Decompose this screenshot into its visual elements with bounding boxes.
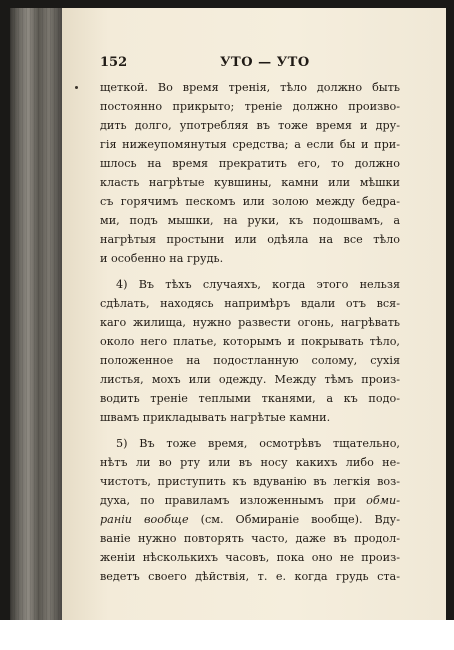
text-line: шлось на время прекратить его, то должно bbox=[100, 157, 400, 170]
text-line: женіи нѣсколькихъ часовъ, пока оно не произ- bbox=[100, 551, 400, 564]
margin-mark bbox=[75, 86, 78, 89]
page-number: 152 bbox=[100, 55, 128, 70]
text-line: чистотъ, приступить къ вдуванію въ легкія воз- bbox=[100, 475, 400, 488]
text-line: листья, мохъ или одежду. Между тѣмъ произ- bbox=[100, 373, 400, 386]
paragraph-gap bbox=[100, 268, 400, 275]
text-line: ми, подъ мышки, на руки, къ подошвамъ, а bbox=[100, 214, 400, 227]
spine-texture bbox=[10, 8, 62, 620]
text-segment: духа, по правиламъ изложеннымъ при bbox=[100, 494, 356, 507]
book-spine bbox=[10, 8, 62, 620]
text-line: ваніе нужно повторять часто, даже въ продол- bbox=[100, 532, 400, 545]
text-line: нагрѣтыя простыни или одѣяла на все тѣло bbox=[100, 233, 400, 246]
body-text bbox=[100, 78, 400, 586]
text-line: каго жилища, нужно развести огонь, нагрѣвать bbox=[100, 316, 400, 329]
text-line: водить треніе теплыми тканями, а къ подо- bbox=[100, 392, 400, 405]
text-segment: (см. Обмираніе вообще). Вду- bbox=[200, 513, 400, 526]
text-line: съ горячимъ пескомъ или золою между бедра- bbox=[100, 195, 400, 208]
text-line: щеткой. Во время тренія, тѣло должно быть bbox=[100, 81, 400, 94]
text-line: около него платье, которымъ и покрывать тѣло, bbox=[100, 335, 400, 348]
running-title: УТО — УТО bbox=[220, 55, 310, 70]
text-line bbox=[100, 491, 400, 510]
text-line: швамъ прикладывать нагрѣтые камни. bbox=[100, 411, 331, 424]
text-line: и особенно на грудь. bbox=[100, 252, 224, 265]
text-line: положенное на подостланную солому, сухія bbox=[100, 354, 400, 367]
text-line bbox=[100, 510, 400, 529]
italic-text: раніи вообще bbox=[100, 513, 189, 526]
text-line: 5) Въ тоже время, осмотрѣвъ тщательно, bbox=[116, 437, 400, 450]
text-line: нѣтъ ли во рту или въ носу какихъ либо не- bbox=[100, 456, 400, 469]
page-header bbox=[100, 55, 400, 77]
italic-text: обми- bbox=[366, 494, 400, 507]
text-line: класть нагрѣтые кувшины, камни или мѣшки bbox=[100, 176, 400, 189]
bottom-margin bbox=[0, 620, 454, 650]
paragraph-gap bbox=[100, 427, 400, 434]
text-line: гія нижеупомянутыя средства; а если бы и при- bbox=[100, 138, 400, 151]
text-line: сдѣлать, находясь напримѣръ вдали отъ вся- bbox=[100, 297, 400, 310]
text-line: 4) Въ тѣхъ случаяхъ, когда этого нельзя bbox=[116, 278, 400, 291]
text-line: дить долго, употребляя въ тоже время и дру- bbox=[100, 119, 400, 132]
text-line: ведетъ своего дѣйствія, т. е. когда грудь ста- bbox=[100, 570, 400, 583]
text-line: постоянно прикрыто; треніе должно произво- bbox=[100, 100, 400, 113]
